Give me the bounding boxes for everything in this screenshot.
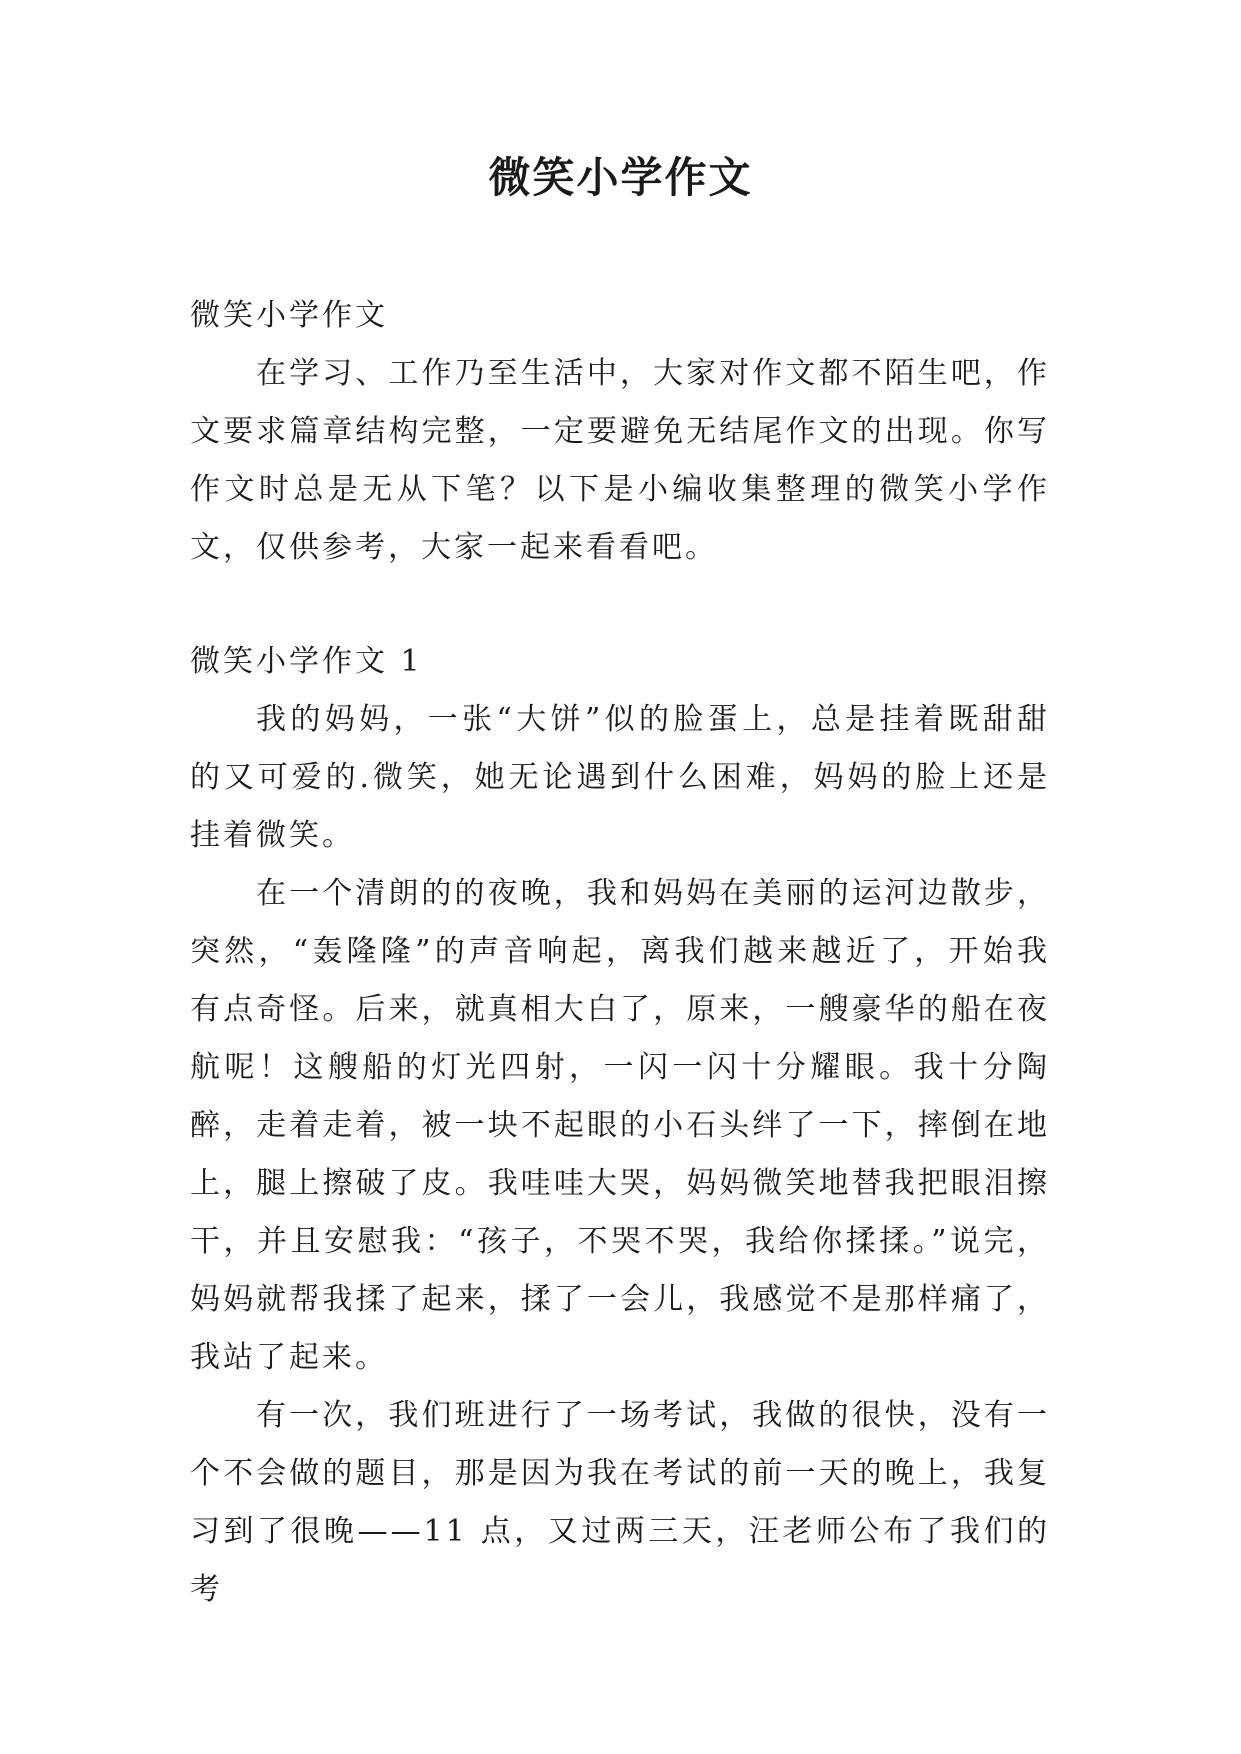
document-title: 微笑小学作文 — [488, 153, 753, 202]
intro-paragraph: 在学习、工作乃至生活中，大家对作文都不陌生吧，作文要求篇章结构完整，一定要避免无结尾作文的出现。你写作文时总是无从下笔？以下是小编收集整理的微笑小学作文，仅供参考，大家一起来看看吧。 — [190, 356, 1050, 565]
intro-heading: 微笑小学作文 — [190, 298, 388, 333]
document-body — [190, 287, 1050, 1619]
body-paragraph: 在一个清朗的的夜晚，我和妈妈在美丽的运河边散步，突然，“轰隆隆”的声音响起，离我们越来越近了，开始我有点奇怪。后来，就真相大白了，原来，一艘豪华的船在夜航呢！这艘船的灯光四射，一闪一闪十分耀眼。我十分陶醉，走着走着，被一块不起眼的小石头绊了一下，摔倒在地上，腿上擦破了皮。我哇哇大哭，妈妈微笑地替我把眼泪擦干，并且安慰我：“孩子，不哭不哭，我给你揉揉。”说完，妈妈就帮我揉了起来，揉了一会儿，我感觉不是那样痛了，我站了起来。 — [190, 876, 1050, 1375]
body-paragraph: 我的妈妈，一张“大饼”似的脸蛋上，总是挂着既甜甜的又可爱的.微笑，她无论遇到什么困难，妈妈的脸上还是挂着微笑。 — [190, 702, 1050, 853]
body-paragraph: 有一次，我们班进行了一场考试，我做的很快，没有一个不会做的题目，那是因为我在考试的前一天的晚上，我复习到了很晚——11 点，又过两三天，汪老师公布了我们的考 — [190, 1398, 1050, 1607]
section-spacer — [190, 577, 1050, 633]
section-heading: 微笑小学作文 1 — [190, 644, 423, 679]
